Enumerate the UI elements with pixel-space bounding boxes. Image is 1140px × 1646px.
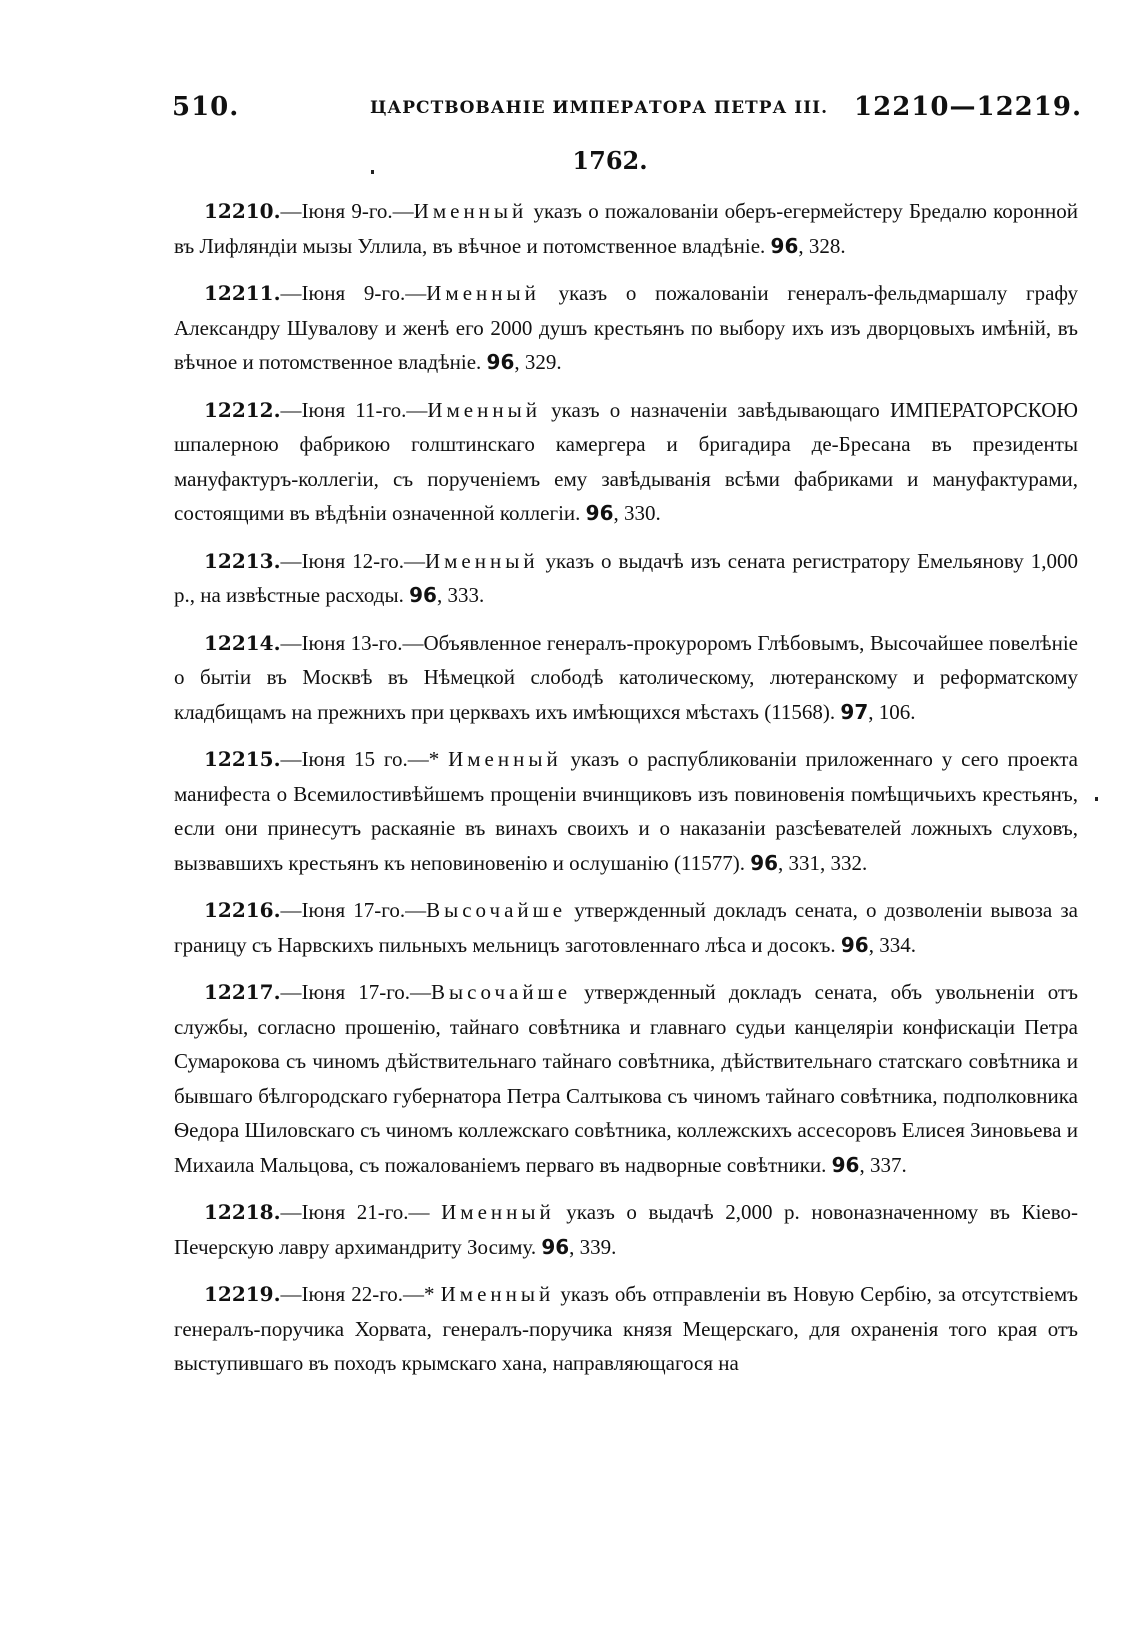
- entry-date: —Іюня 13-го.—: [280, 630, 424, 655]
- year-heading: 1762.: [572, 146, 648, 175]
- running-title: ЦАРСТВОВАНІЕ ИМПЕРАТОРА ПЕТРА III.: [370, 98, 829, 118]
- entry-12213: [174, 544, 1078, 613]
- entry-text: указъ о пожалованіи генералъ-фельдмаршалу графу Александру Шувалову и женѣ его 2000 душъ крестьянъ по выбору ихъ изъ дворцовыхъ имѣній, въ вѣчное и потомственное владѣніе.: [174, 281, 1079, 374]
- entry-number: 12215.: [204, 747, 281, 771]
- entry-date: —Іюня 12-го.—: [280, 548, 425, 573]
- entry-page: , 106.: [868, 699, 916, 724]
- entry-number: 12210.: [204, 199, 281, 223]
- entry-doc-type: Именный: [424, 548, 539, 573]
- entry-text: указъ о выдачѣ 2,000 р. новоназначенному въ Кіево-Печерскую лавру архимандриту Зосиму.: [174, 1200, 1078, 1259]
- entry-page: , 331, 332.: [778, 850, 868, 875]
- entry-text: указъ о пожалованіи оберъ-егермейстеру Бредалю коронной въ Лифляндіи мызы Уллила, въ вѣчное и потомственное владѣніе.: [174, 199, 1078, 258]
- entry-doc-type: Именный: [427, 397, 541, 422]
- entry-12215: [174, 742, 1078, 880]
- entry-ref: 96: [831, 1152, 860, 1177]
- entry-range: 12210—12219.: [854, 92, 1082, 122]
- entry-date: —Іюня 15 го.—*: [280, 747, 449, 771]
- entry-doc-type: Высочайше: [431, 980, 572, 1004]
- entry-page: , 329.: [514, 350, 562, 374]
- entry-12211: [174, 276, 1078, 380]
- entry-number: 12218.: [204, 1200, 281, 1224]
- entry-ref: 96: [750, 850, 779, 875]
- entry-doc-type: Именный: [441, 1200, 555, 1224]
- entry-doc-type: Именный: [413, 199, 528, 223]
- entry-date: —Іюня 9-го.—: [280, 199, 414, 223]
- page-header: [172, 92, 1082, 132]
- entry-ref: 96: [840, 932, 869, 957]
- entry-date: —Іюня 11-го.—: [280, 397, 428, 422]
- entry-ref: 96: [585, 501, 614, 525]
- entry-12216: [174, 893, 1078, 962]
- entry-doc-type: Объявленное генералъ-прокуроромъ Глѣбовымъ, Высочайшее: [423, 630, 984, 655]
- entry-12212: [174, 393, 1078, 531]
- page-number: 510.: [172, 92, 240, 122]
- entry-ref: 96: [409, 583, 437, 607]
- entry-ref: 96: [541, 1234, 570, 1259]
- entry-text: утвержденный докладъ сената, объ увольненіи отъ службы, согласно прошенію, тайнаго совѣтника и главнаго судьи канцеляріи конфискаціи Петра Сумарокова съ чиномъ дѣйствительнаго тайнаго совѣтника, дѣйствительнаго статскаго совѣтника и бывшаго бѣлгородскаго губернатора Петра Салтыкова съ чиномъ тайнаго совѣтника, подполковника Ѳедора Шиловскаго съ чиномъ коллежскаго совѣтника, коллежскихъ ассесоровъ Елисея Зиновьева и Михаила Мальцова, съ пожалованіемъ перваго въ надворные совѣтники.: [174, 980, 1078, 1177]
- entry-page: , 334.: [868, 932, 916, 957]
- entry-ref: 96: [486, 350, 515, 374]
- entry-text: утвержденный докладъ сената, о дозволеніи вывоза за границу съ Нарвскихъ пильныхъ мельницъ заготовленнаго лѣса и досокъ.: [174, 898, 1078, 957]
- entry-number: 12217.: [204, 980, 281, 1004]
- entry-number: 12211.: [204, 281, 281, 305]
- entry-doc-type: Именный: [448, 747, 562, 771]
- print-speck: [371, 170, 374, 174]
- entry-date: —Іюня 17-го.—: [280, 980, 432, 1004]
- entry-12214: [174, 626, 1078, 730]
- entry-text: указъ о назначеніи завѣдывающаго ИМПЕРАТОРСКОЮ шпалерною фабрикою голштинскаго камергера и бригадира де-Бресана въ президенты мануфактуръ-коллегіи, съ порученіемъ ему завѣдыванія всѣми фабриками и мануфактурами, состоящими въ вѣдѣніи означенной коллегіи.: [174, 397, 1078, 525]
- entry-page: , 339.: [569, 1234, 617, 1259]
- entry-text: указъ о выдачѣ изъ сената регистратору Емельянову 1,000 р., на извѣстные расходы.: [174, 548, 1078, 607]
- entry-ref: 97: [840, 699, 869, 724]
- entry-12217: [174, 975, 1078, 1182]
- entry-number: 12213.: [204, 548, 281, 573]
- entry-number: 12216.: [204, 898, 281, 922]
- entry-number: 12219.: [204, 1282, 281, 1306]
- entries-list: [174, 194, 1078, 1394]
- entry-12219: [174, 1277, 1078, 1381]
- entry-doc-type: Именный: [426, 281, 540, 305]
- entry-text: повелѣніе о бытіи въ Москвѣ въ Нѣмецкой слободѣ католическому, лютеранскому и реформатскому кладбищамъ на прежнихъ при церквахъ ихъ имѣющихся мѣстахъ (11568).: [174, 630, 1078, 724]
- entry-date: —Іюня 17-го.—: [280, 898, 427, 922]
- entry-doc-type: Именный: [440, 1282, 555, 1306]
- entry-text: указъ о распубликованіи приложеннаго у сего проекта манифеста о Всемилостивѣйшемъ прощеніи вчинщиковъ изъ повиновенія помѣщичьихъ крестьянъ, если они принесутъ раскаяніе въ винахъ своихъ и о наказаніи разсѣевателей ложныхъ слуховъ, вызвавшихъ крестьянъ къ неповиновенію и ослушанію (11577).: [174, 747, 1079, 875]
- entry-number: 12212.: [204, 397, 281, 422]
- entry-date: —Іюня 22-го.—*: [280, 1282, 441, 1306]
- print-speck: [1095, 797, 1098, 801]
- entry-doc-type: Высочайше: [426, 898, 567, 922]
- entry-number: 12214.: [204, 630, 281, 655]
- entry-page: , 337.: [859, 1152, 907, 1177]
- entry-ref: 96: [770, 233, 799, 258]
- entry-date: —Іюня 21-го.—: [280, 1200, 442, 1224]
- entry-text: указъ объ отправленіи въ Новую Сербію, за отсутствіемъ генералъ-поручика Хорвата, генералъ-поручика князя Мещерскаго, для охраненія того края отъ выступившаго въ походъ крымскаго хана, направляющагося на: [174, 1282, 1078, 1375]
- entry-date: —Іюня 9-го.—: [280, 281, 427, 305]
- entry-page: , 330.: [613, 501, 661, 525]
- entry-page: , 328.: [798, 233, 846, 258]
- entry-page: , 333.: [436, 583, 485, 607]
- entry-12218: [174, 1195, 1078, 1264]
- entry-12210: [174, 194, 1078, 263]
